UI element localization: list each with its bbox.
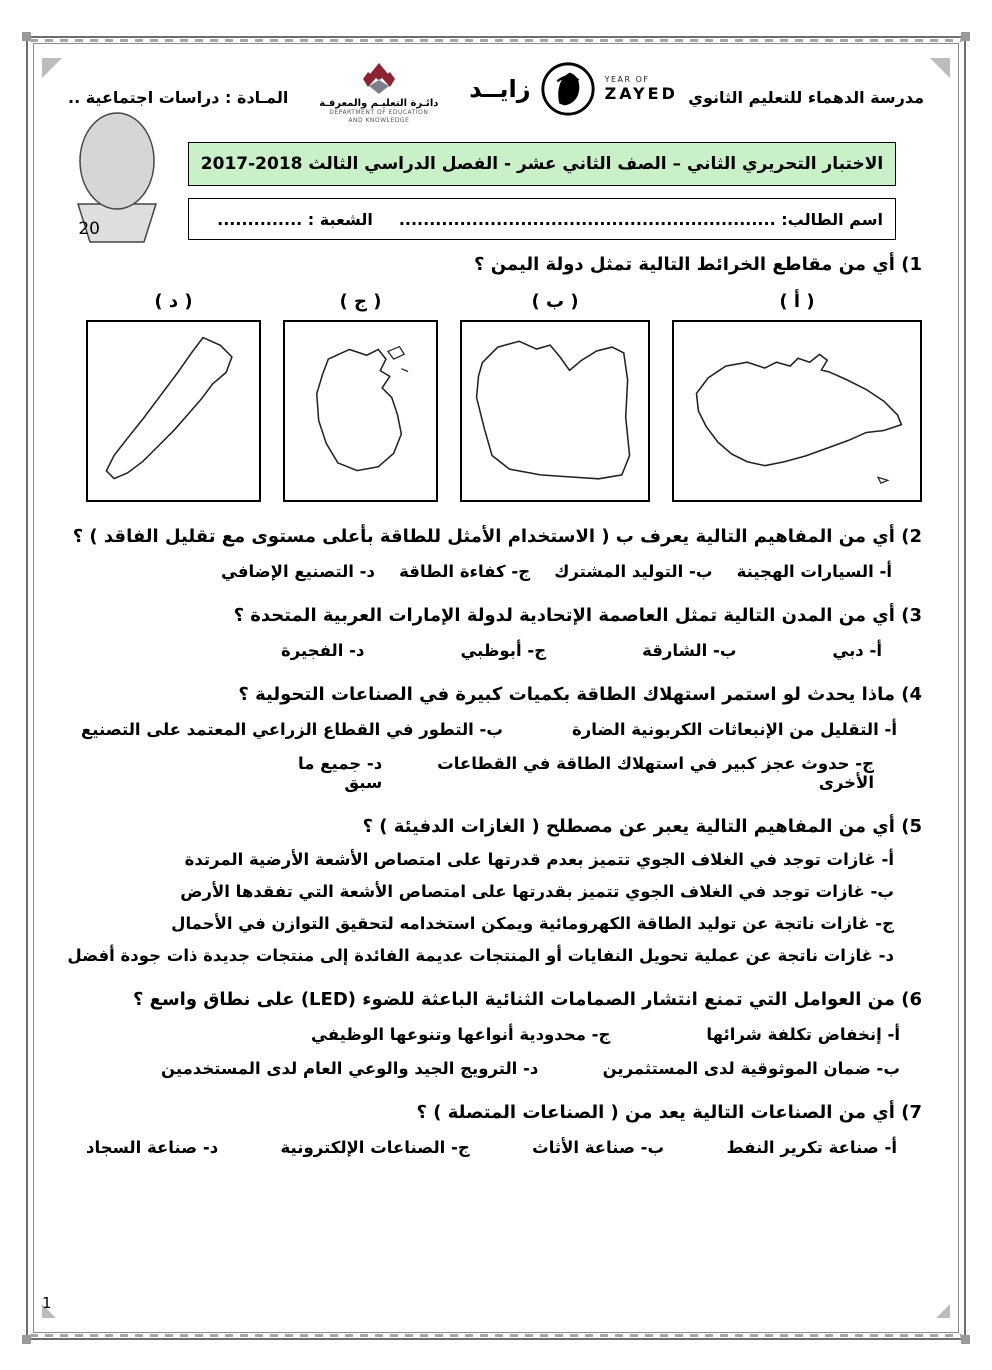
border-dash-top [30, 39, 962, 42]
q5-option-c: ج- غازات ناتجة عن توليد الطاقة الكهرومائية ويمكن استخدامه لتحقيق التوازن في الأحمال [171, 914, 894, 933]
map-label-a: ( أ ) [779, 291, 815, 312]
exam-title-bar: الاختبار التحريري الثاني – الصف الثاني عشر - الفصل الدراسي الثالث 2018-2017 [188, 142, 896, 186]
zayed-text: ZAYED [604, 83, 678, 103]
adek-arabic-name: دائـرة التعليـم والمعرفـة [319, 98, 439, 109]
map-option-c [283, 291, 438, 502]
q3-option-d: د- الفجيرة [281, 641, 365, 660]
adek-english-name-line1: DEPARTMENT OF EDUCATION [329, 109, 429, 116]
question-2-text: 2) أي من المفاهيم التالية يعرف ب ( الاستخدام الأمثل للطاقة بأعلى مستوى مع تقليل الفاقد ) ؟ [72, 526, 922, 547]
question-4-options-row2 [56, 754, 922, 792]
page-header [68, 60, 924, 125]
libya-map-outline-icon [463, 323, 647, 499]
question-5-text: 5) أي من المفاهيم التالية يعبر عن مصطلح ( الغازات الدفيئة ) ؟ [362, 816, 922, 837]
map-box-b [460, 320, 650, 502]
border-dash-bottom [30, 1334, 962, 1337]
q7-option-d: د- صناعة السجاد [86, 1138, 219, 1157]
year-of-text: YEAR OF [604, 74, 650, 84]
section-field: الشعبة : .............. [217, 209, 373, 229]
question-1-maps [56, 291, 922, 502]
page-number: 1 [42, 1294, 52, 1312]
q6-option-d: د- الترويج الجيد والوعي العام لدى المستخدمين [161, 1059, 539, 1078]
question-3-text: 3) أي من المدن التالية تمثل العاصمة الإتحادية لدولة الإمارات العربية المتحدة ؟ [233, 605, 922, 626]
student-name-field: اسم الطالب: .............................................................. [398, 209, 883, 229]
grade-stamp-figure [64, 106, 170, 248]
q7-option-c: ج- الصناعات الإلكترونية [280, 1138, 470, 1157]
q2-option-c: ج- كفاءة الطاقة [399, 562, 531, 581]
question-4-options-row1 [56, 720, 922, 739]
map-option-b [460, 291, 650, 502]
school-name: مدرسة الدهماء للتعليم الثانوي [688, 88, 924, 107]
q3-option-b: ب- الشارقة [642, 641, 737, 660]
map-label-d: ( د ) [154, 291, 193, 312]
corner-triangle-bottom-right [936, 1304, 950, 1318]
zayed-english-wordmark [605, 76, 678, 102]
q4-option-d: د- جميع ما سبق [298, 754, 383, 792]
corner-square-top-left [22, 32, 31, 41]
q2-option-d: د- التصنيع الإضافي [221, 562, 375, 581]
q5-option-a: أ- غازات توجد في الغلاف الجوي تتميز بعدم قدرتها على امتصاص الأشعة الأرضية المرتدة [184, 850, 894, 869]
questions-area [56, 254, 922, 1157]
q6-option-c: ج- محدودية أنواعها وتنوعها الوظيفي [311, 1025, 611, 1044]
year-of-zayed-logo [469, 60, 678, 118]
adek-english-name-line2: AND KNOWLEDGE [348, 116, 410, 124]
adek-logo [299, 60, 459, 125]
map-option-a [672, 291, 922, 502]
question-2-options [56, 562, 922, 581]
corner-square-bottom-right [961, 1335, 970, 1344]
corner-triangle-top-right [930, 58, 950, 78]
student-info-box [188, 198, 896, 240]
question-1-text: 1) أي من مقاطع الخرائط التالية تمثل دولة اليمن ؟ [474, 254, 922, 275]
q7-option-a: أ- صناعة تكرير النفط [726, 1138, 897, 1157]
question-3-options [56, 641, 922, 660]
question-7-options [56, 1138, 922, 1157]
map-label-c: ( ج ) [339, 291, 382, 312]
lebanon-map-outline-icon [89, 323, 258, 499]
q4-option-a: أ- التقليل من الإنبعاثات الكربونية الضارة [571, 720, 897, 739]
map-box-c [283, 320, 438, 502]
subject-label: المـادة : دراسات اجتماعية .. [68, 88, 289, 107]
q3-option-a: أ- دبي [832, 641, 882, 660]
zayed-portrait-icon [539, 60, 597, 118]
map-box-d [86, 320, 261, 502]
question-6-text: 6) من العوامل التي تمنع انتشار الصمامات الثنائية الباعثة للضوء (LED) على نطاق واسع ؟ [132, 989, 922, 1010]
yemen-map-outline-icon [675, 323, 919, 499]
q2-option-a: أ- السيارات الهجينة [736, 562, 892, 581]
question-7-text: 7) أي من الصناعات التالية يعد من ( الصناعات المتصلة ) ؟ [416, 1102, 922, 1123]
q4-option-c: ج- حدوث عجز كبير في استهلاك الطاقة في القطاعات الأخرى [437, 754, 874, 792]
corner-square-bottom-left [22, 1335, 31, 1344]
question-6-options-row2 [56, 1059, 922, 1078]
map-box-a [672, 320, 922, 502]
question-4-text: 4) ماذا يحدث لو استمر استهلاك الطاقة بكميات كبيرة في الصناعات التحولية ؟ [238, 684, 922, 705]
q7-option-b: ب- صناعة الأثاث [532, 1138, 665, 1157]
q6-option-b: ب- ضمان الموثوقية لدى المستثمرين [602, 1059, 900, 1078]
q3-option-c: ج- أبوظبي [460, 641, 547, 660]
q5-option-b: ب- غازات توجد في الغلاف الجوي تتميز بقدرتها على امتصاص الأشعة التي تفقدها الأرض [180, 882, 894, 901]
q2-option-b: ب- التوليد المشترك [554, 562, 713, 581]
map-label-b: ( ب ) [531, 291, 579, 312]
corner-square-top-right [961, 32, 970, 41]
kuwait-map-outline-icon [286, 323, 435, 499]
q5-option-d: د- غازات ناتجة عن عملية تحويل النفايات أو المنتجات عديمة الفائدة إلى منتجات جديدة ذات جودة أفضل [67, 946, 894, 965]
question-6-options-row1 [56, 1025, 922, 1044]
q4-option-b: ب- التطور في القطاع الزراعي المعتمد على التصنيع [81, 720, 503, 739]
corner-triangle-top-left [42, 58, 62, 78]
zayed-arabic-calligraphy: زايــد [469, 75, 531, 103]
adek-emblem-icon [357, 60, 401, 96]
map-option-d [86, 291, 261, 502]
grade-value-text: 20 [78, 219, 100, 239]
q6-option-a: أ- إنخفاض تكلفة شرائها [706, 1025, 900, 1044]
